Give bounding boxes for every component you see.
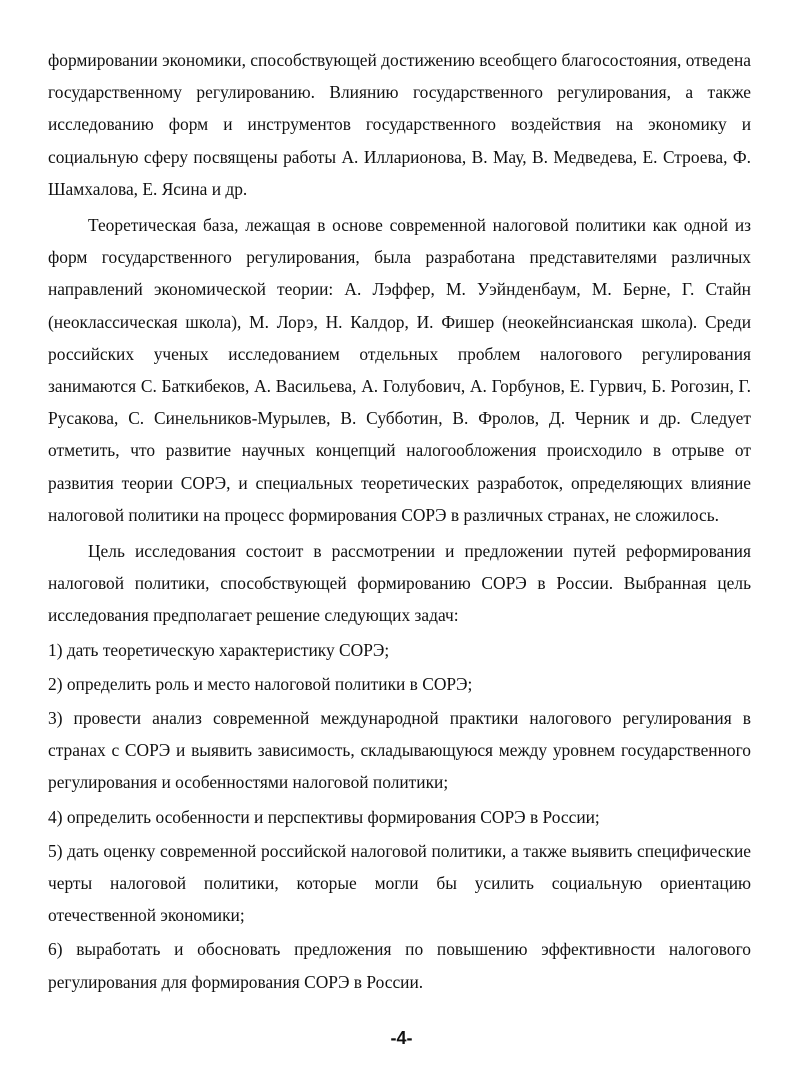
task-item-1: 1) дать теоретическую характеристику СОРЭ; [48,639,390,660]
task-item-3: 3) провести анализ современной международной практики налогового регулирования в странах с СОРЭ и выявить зависимость, складывающуюся между уровнем государственного регулирования и особенностями налоговой политики; [48,708,751,793]
paragraph-intro-continuation: формировании экономики, способствующей достижению всеобщего благосостояния, отведена государственному регулированию. Влиянию государственного регулирования, а также исследованию форм и инструментов государственного воздействия на экономику и социальную сферу посвящены работы А. Илларионова, В. Мау, В. Медведева, Е. Строева, Ф. Шамхалова, Е. Ясина и др. [48,50,751,199]
paragraph-research-goal: Цель исследования состоит в рассмотрении и предложении путей реформирования налоговой политики, способствующей формированию СОРЭ в России. Выбранная цель исследования предполагает решение следующих задач: [48,541,751,626]
task-item-2: 2) определить роль и место налоговой политики в СОРЭ; [48,673,473,694]
page-number: -4- [390,1028,413,1048]
paragraph-theoretical-base: Теоретическая база, лежащая в основе современной налоговой политики как одной из форм государственного регулирования, была разработана представителями различных направлений экономической теории: А. Лэффер, М. Уэйнденбаум, М. Берне, Г. Стайн (неоклассическая школа), М. Лорэ, Н. Калдор, И. Фишер (неокейнсианская школа). Среди российских ученых исследованием отдельных проблем налогового регулирования занимаются С. Баткибеков, А. Васильева, А. Голубович, А. Горбунов, Е. Гурвич, Б. Рогозин, Г. Русакова, С. Синельников-Мурылев, В. Субботин, В. Фролов, Д. Черник и др. Следует отметить, что развитие научных концепций налогообложения происходило в отрыве от развития теории СОРЭ, и специальных теоретических разработок, определяющих влияние налоговой политики на процесс формирования СОРЭ в различных странах, не сложилось. [48,215,751,525]
task-item-5: 5) дать оценку современной российской налоговой политики, а также выявить специфические черты налоговой политики, которые могли бы усилить социальную ориентацию отечественной экономики; [48,840,751,926]
task-item-6: 6) выработать и обосновать предложения по повышению эффективности налогового регулирования для формирования СОРЭ в России. [48,939,751,992]
task-item-4: 4) определить особенности и перспективы формирования СОРЭ в России; [48,806,600,827]
document-page [48,44,751,998]
